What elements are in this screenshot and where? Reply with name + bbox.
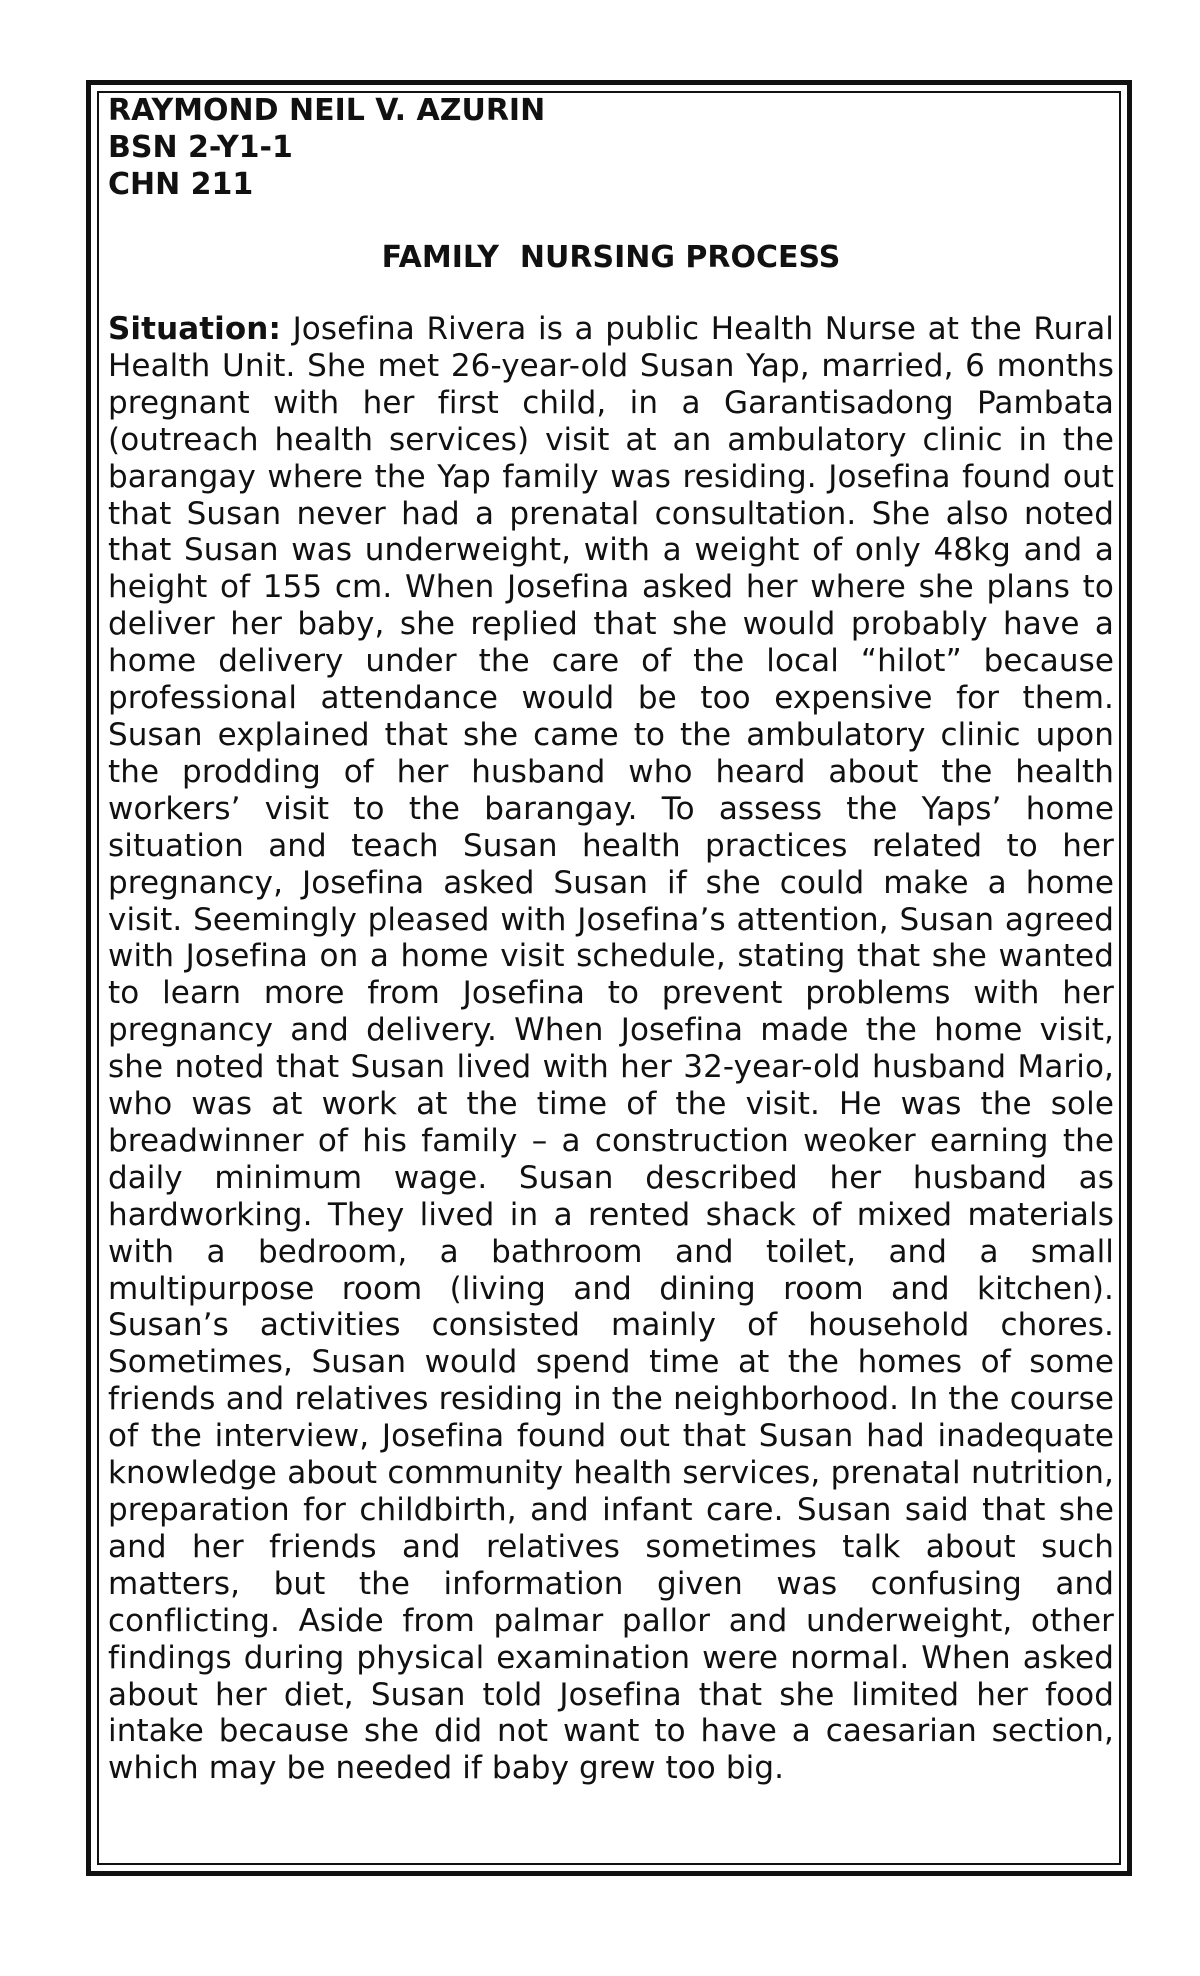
document-title: FAMILY NURSING PROCESS: [381, 240, 841, 275]
situation-label: Situation:: [108, 311, 281, 347]
document-content: [108, 92, 1114, 1787]
course-code: CHN 211: [108, 167, 254, 202]
situation-text: Josefina Rivera is a public Health Nurse at the Rural Health Unit. She met 26-year-old Susan Yap, married, 6 months pregnant with her first child, in a Garantisadong Pambata (outreach health services) visit at an ambulatory clinic in the barangay where the Yap family was residing. Josefina found out that Susan never had a prenatal consultation. She also noted that Susan was underweight, with a weight of only 48kg and a height of 155 cm. When Josefina asked her where she plans to deliver her baby, she replied that she would probably have a home delivery under the care of the local “hilot” because professional attendance would be too expensive for them. Susan explained that she came to the ambulatory clinic upon the prodding of her husband who heard about the health workers’ visit to the barangay. To assess the Yaps’ home situation and teach Susan health practices related to her pregnancy, Josefina asked Susan if she could make a home visit. Seemingly pleased with Josefina’s attention, Susan agreed with Josefina on a home visit schedule, stating that she wanted to learn more from Josefina to prevent problems with her pregnancy and delivery. When Josefina made the home visit, she noted that Susan lived with her 32-year-old husband Mario, who was at work at the time of the visit. He was the sole breadwinner of his family – a construction weoker earning the daily minimum wage. Susan described her husband as hardworking. They lived in a rented shack of mixed materials with a bedroom, a bathroom and toilet, and a small multipurpose room (living and dining room and kitchen). Susan’s activities consisted mainly of household chores. Sometimes, Susan would spend time at the homes of some friends and relatives residing in the neighborhood. In the course of the interview, Josefina found out that Susan had inadequate knowledge about community health services, prenatal nutrition, preparation for childbirth, and infant care. Susan said that she and her friends and relatives sometimes talk about such matters, but the information given was confusing and conflicting. Aside from palmar pallor and underweight, other findings during physical examination were normal. When asked about her diet, Susan told Josefina that she limited her food intake because she did not want to have a caesarian section, which may be needed if baby grew too big.: [108, 311, 1114, 1787]
student-name: RAYMOND NEIL V. AZURIN: [108, 93, 546, 128]
situation-paragraph: [108, 311, 1114, 1787]
student-section: BSN 2-Y1-1: [108, 130, 293, 165]
